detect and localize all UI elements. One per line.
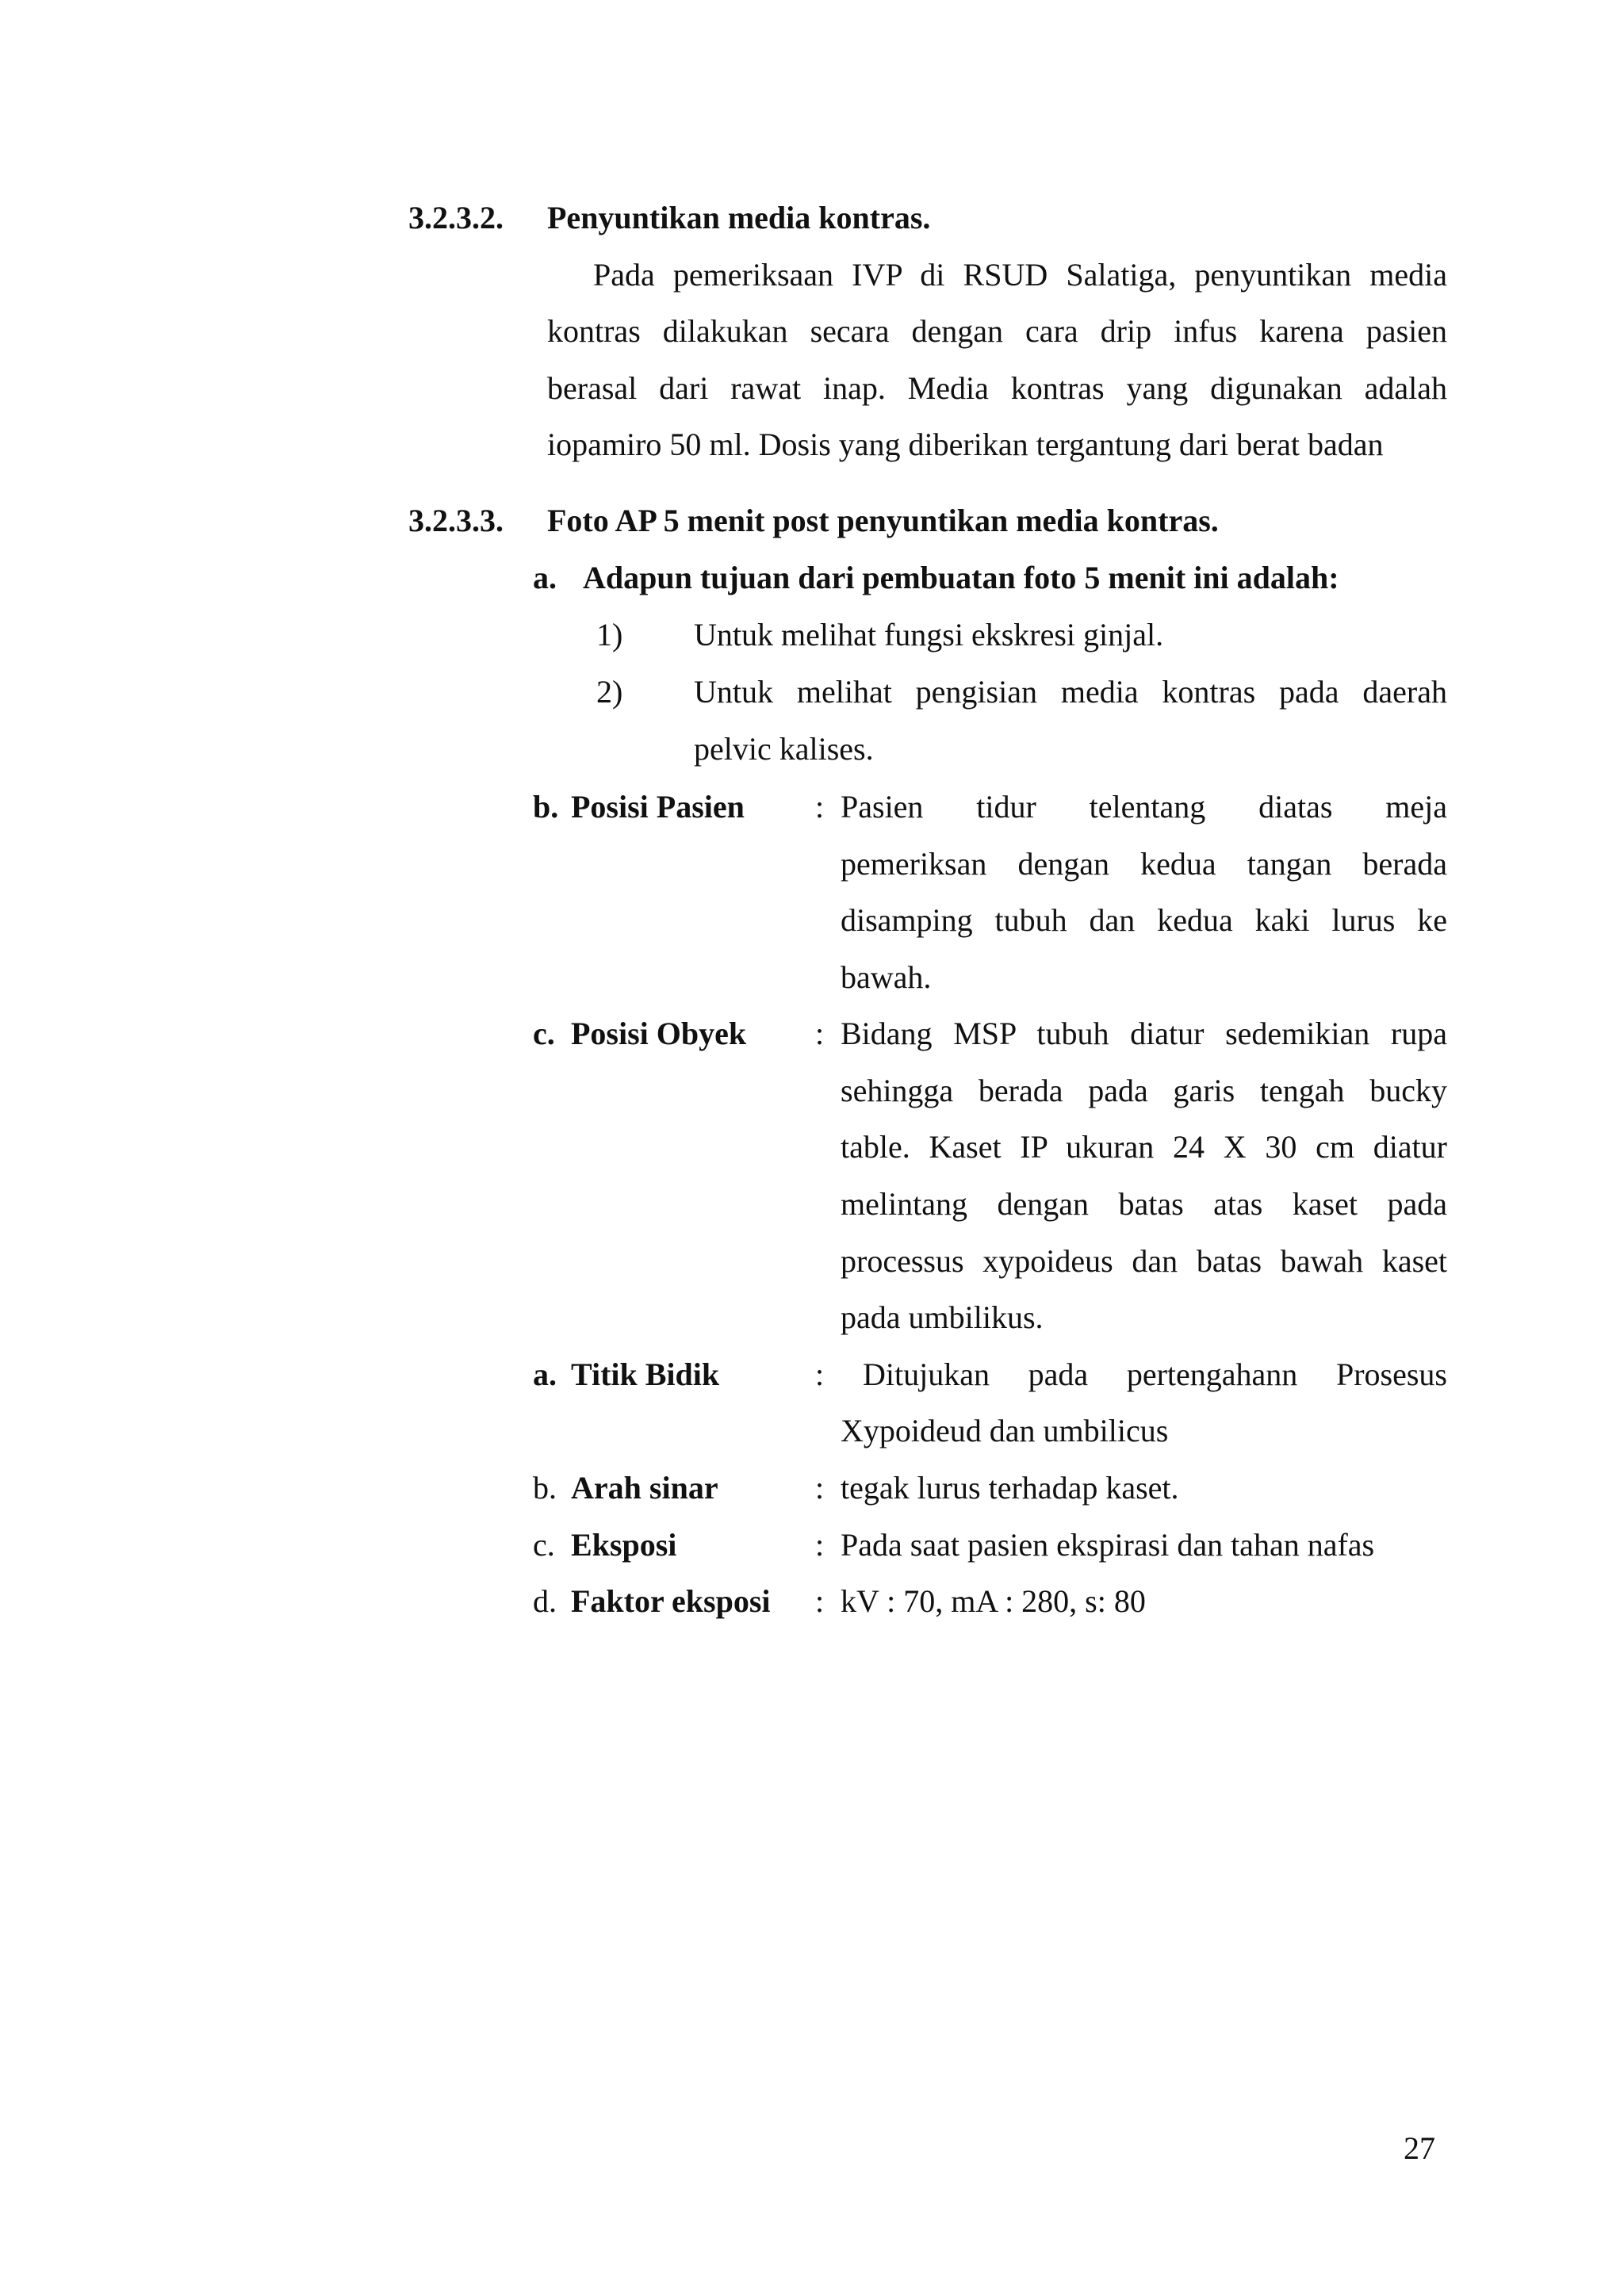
field-prefix: a. — [533, 1357, 557, 1392]
sublist-marker: 2) — [596, 674, 623, 710]
paragraph-line: berasal dari rawat inap. Media kontras yang digunakan adalah — [547, 370, 1447, 406]
field-value-line: disamping tubuh dan kedua kaki lurus ke — [841, 902, 1447, 938]
field-value-line: pada umbilikus. — [841, 1299, 1044, 1335]
field-prefix: b. — [533, 789, 559, 825]
page-number: 27 — [1404, 2130, 1435, 2166]
field-value-line: melintang dengan batas atas kaset pada — [841, 1186, 1447, 1222]
field-prefix: c. — [533, 1527, 555, 1563]
field-label: Faktor eksposi — [571, 1583, 771, 1619]
field-label: Eksposi — [571, 1527, 677, 1563]
field-label: Posisi Pasien — [571, 789, 745, 825]
list-item-text: Adapun tujuan dari pembuatan foto 5 menit ini adalah: — [583, 560, 1339, 595]
sublist-text: Untuk melihat fungsi ekskresi ginjal. — [694, 617, 1164, 652]
field-value-line: processus xypoideus dan batas bawah kaset — [841, 1243, 1447, 1279]
field-colon: : — [815, 1527, 825, 1563]
paragraph-line: Pada pemeriksaan IVP di RSUD Salatiga, penyuntikan media — [593, 257, 1447, 293]
section-title: Penyuntikan media kontras. — [547, 200, 931, 235]
field-colon: : — [815, 1583, 825, 1619]
field-prefix: b. — [533, 1470, 557, 1506]
field-value-line: kV : 70, mA : 280, s: 80 — [841, 1583, 1146, 1619]
field-value-line: Pasien tidur telentang diatas meja — [841, 789, 1447, 825]
sublist-text: pelvic kalises. — [694, 731, 874, 767]
list-marker: a. — [533, 560, 557, 595]
field-value-line: Xypoideud dan umbilicus — [841, 1413, 1169, 1448]
field-colon: : — [815, 1016, 825, 1051]
field-value-line: bawah. — [841, 959, 932, 995]
field-value-line: Ditujukan pada pertengahann Prosesus — [863, 1357, 1447, 1392]
field-prefix: d. — [533, 1583, 557, 1619]
sublist-marker: 1) — [596, 617, 623, 652]
field-label: Arah sinar — [571, 1470, 718, 1506]
paragraph-line: iopamiro 50 ml. Dosis yang diberikan tergantung dari berat badan — [547, 427, 1384, 462]
section-number: 3.2.3.3. — [408, 503, 504, 538]
sublist-text: Untuk melihat pengisian media kontras pada daerah — [694, 674, 1447, 710]
field-label: Titik Bidik — [571, 1357, 720, 1392]
field-prefix: c. — [533, 1016, 555, 1051]
field-value-line: table. Kaset IP ukuran 24 X 30 cm diatur — [841, 1129, 1447, 1165]
field-colon: : — [815, 789, 825, 825]
section-title: Foto AP 5 menit post penyuntikan media kontras. — [547, 503, 1219, 538]
field-value-line: tegak lurus terhadap kaset. — [841, 1470, 1179, 1506]
field-colon: : — [815, 1357, 825, 1392]
field-value-line: sehingga berada pada garis tengah bucky — [841, 1073, 1447, 1108]
paragraph-line: kontras dilakukan secara dengan cara drip infus karena pasien — [547, 313, 1447, 349]
field-label: Posisi Obyek — [571, 1016, 747, 1051]
field-value-line: Pada saat pasien ekspirasi dan tahan nafas — [841, 1527, 1375, 1563]
field-value-line: Bidang MSP tubuh diatur sedemikian rupa — [841, 1016, 1447, 1051]
section-number: 3.2.3.2. — [408, 200, 504, 235]
field-value-line: pemeriksan dengan kedua tangan berada — [841, 846, 1447, 882]
field-colon: : — [815, 1470, 825, 1506]
